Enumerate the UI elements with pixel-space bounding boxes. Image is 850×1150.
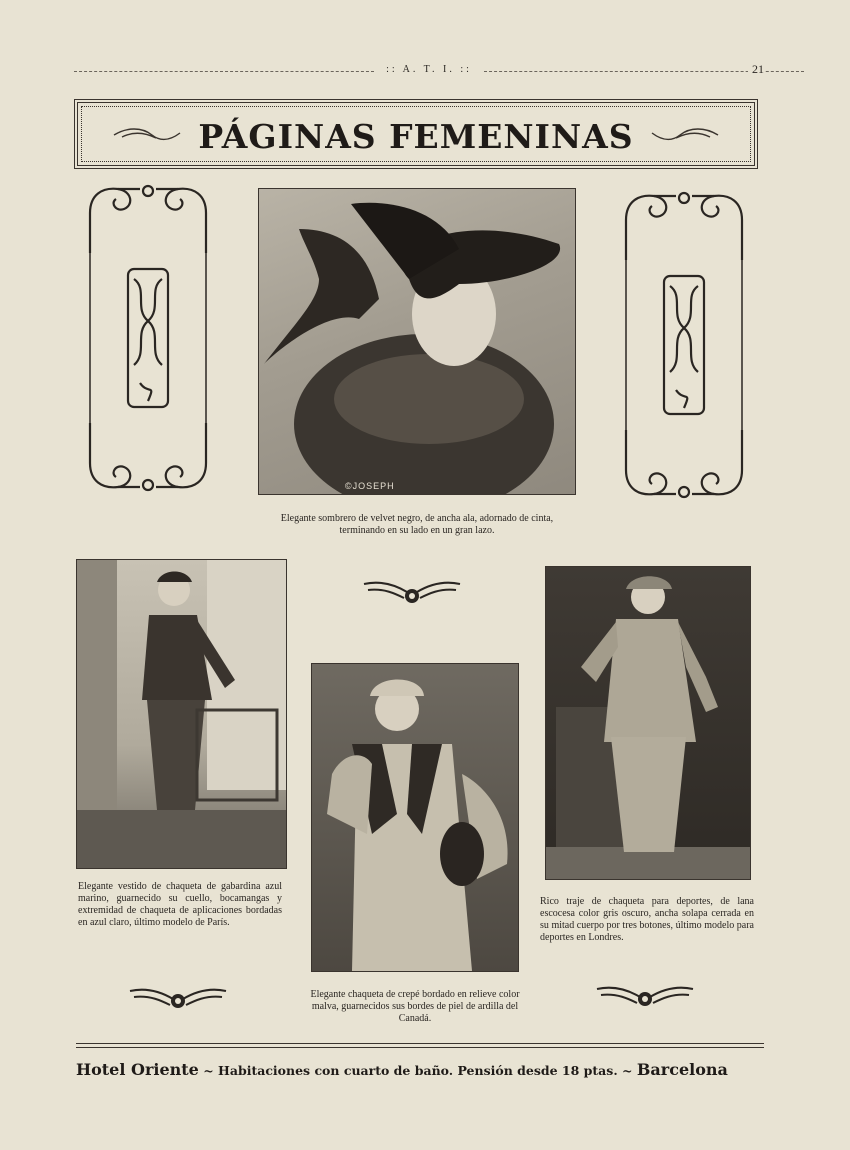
advert-text: Habitaciones con cuarto de baño. Pensión desde 18 ptas. <box>218 1063 618 1078</box>
advert-separator: ~ <box>203 1063 214 1078</box>
divider-ornament-left-icon <box>128 985 228 1015</box>
photo-gabardine-suit-image <box>77 560 286 868</box>
divider-ornament-right-icon <box>595 983 695 1013</box>
page-title: PÁGINAS FEMENINAS <box>198 117 634 156</box>
divider-ornament-top-icon <box>362 578 462 608</box>
photo-credit: ©JOSEPH <box>345 481 395 491</box>
section-title-box <box>74 99 758 169</box>
photo-hat-portrait <box>258 188 576 495</box>
caption-sports: Rico traje de chaqueta para deportes, de lana escocesa color gris oscuro, ancha solapa cerrada en su mitad cuerpo por tres botones, último modelo para deportes en Londres. <box>540 896 754 943</box>
photo-gabardine-suit <box>76 559 287 869</box>
photo-sports-suit <box>545 566 751 880</box>
advert-city: Barcelona <box>636 1060 728 1079</box>
ornament-frame-left-icon <box>82 183 214 493</box>
advert-hotel-name: Hotel Oriente <box>76 1060 199 1079</box>
caption-crepe: Elegante chaqueta de crepé bordado en relieve color malva, guarnecidos sus bordes de piel de ardilla del Canadá. <box>310 989 520 1024</box>
advert-separator: ~ <box>622 1063 633 1078</box>
caption-hat: Elegante sombrero de velvet negro, de ancha ala, adornado de cinta, terminando en su lado en un gran lazo. <box>280 513 554 536</box>
hotel-advert <box>76 1060 766 1079</box>
photo-sports-suit-image <box>546 567 750 879</box>
flourish-right-icon <box>650 125 720 145</box>
photo-crepe-jacket <box>311 663 519 972</box>
running-header <box>74 64 764 80</box>
advert-rule-top-2 <box>76 1047 764 1048</box>
masthead: :: A. T. I. :: <box>374 64 484 75</box>
advert-rule-top <box>76 1043 764 1044</box>
photo-hat-portrait-image <box>259 189 575 494</box>
photo-crepe-jacket-image <box>312 664 518 971</box>
header-rule-left <box>74 71 374 72</box>
page-number: 21 <box>748 62 764 77</box>
ornament-frame-right-icon <box>618 190 750 500</box>
caption-gabardine: Elegante vestido de chaqueta de gabardina azul marino, guarnecido su cuello, bocamangas y extremidad de chaqueta de aplicaciones bordadas en azul claro, último modelo de París. <box>78 881 282 928</box>
